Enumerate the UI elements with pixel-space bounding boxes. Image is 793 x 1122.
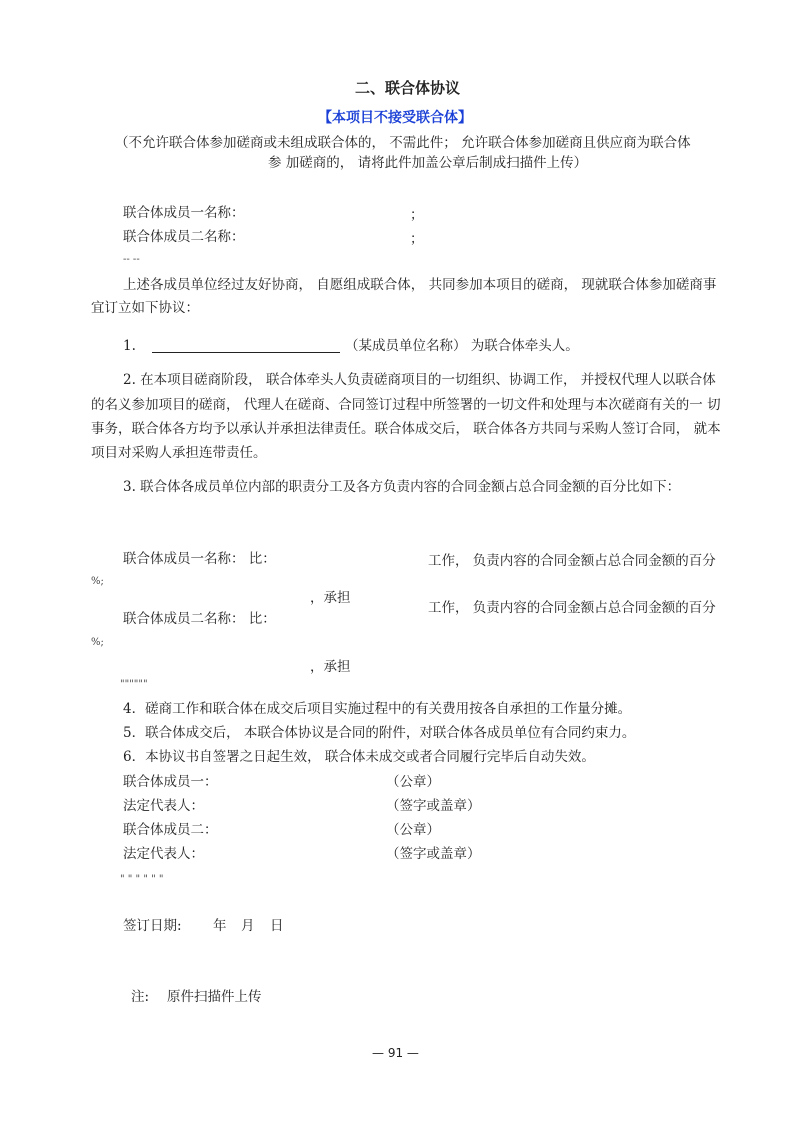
note-label: 注: xyxy=(131,989,150,1005)
item1-number: 1. xyxy=(123,338,136,354)
item5-text: 5．联合体成交后， 本联合体协议是合同的附件，对联合体各成员单位有合同约束力。 xyxy=(123,725,636,741)
date-year: 年 xyxy=(213,918,227,934)
item1-text: （某成员单位名称） 为联合体牵头人。 xyxy=(345,338,579,354)
quote-marks-2: " " " " " " xyxy=(120,874,164,885)
item6-text: 6．本协议书自签署之日起生效， 联合体未成交或者合同履行完毕后自动失效。 xyxy=(123,749,595,765)
date-month: 月 xyxy=(241,918,255,934)
sign-member1-seal: （公章） xyxy=(386,774,440,790)
share-member1-work-text: 工作， 负责内容的合同金额占总合同金额的百分 xyxy=(428,553,716,569)
item1-blank-line xyxy=(152,338,340,357)
sign-rep1-sign-or-seal: （签字或盖章） xyxy=(386,798,481,814)
page-title: 二、联合体协议 xyxy=(355,79,461,97)
intro-line-2: 参 加磋商的， 请将此件加盖公章后制成扫描件上传） xyxy=(268,155,588,171)
sign-rep2-sign-or-seal: （签字或盖章） xyxy=(386,846,481,862)
member1-name-label: 联合体成员一名称： xyxy=(123,205,245,221)
share-member1-percent: %; xyxy=(91,576,104,587)
sign-member2-seal: （公章） xyxy=(386,822,440,838)
share-member2-undertake: ，承担 xyxy=(310,659,351,675)
dash-line: -- -- xyxy=(123,254,140,265)
item4-text: 4．磋商工作和联合体在成交后项目实施过程中的有关费用按各自承担的工作量分摊。 xyxy=(123,701,632,717)
date-day: 日 xyxy=(270,918,284,934)
intro-line-1: （不允许联合体参加磋商或未组成联合体的， 不需此件； 允许联合体参加磋商且供应商为联合体 xyxy=(115,135,691,151)
note-text: 原件扫描件上传 xyxy=(167,989,262,1005)
date-label: 签订日期: xyxy=(123,918,182,934)
share-member2-percent: %; xyxy=(91,637,104,648)
page-number: — 91 — xyxy=(372,1046,419,1060)
share-member1-undertake: ，承担 xyxy=(310,590,351,606)
item2-line-3: 事务，联合体各方均予以承认并承担法律责任。联合体成交后， 联合体各方共同与采购人签订合同， 就本 xyxy=(91,421,721,437)
share-member2-work-text: 工作， 负责内容的合同金额占总合同金额的百分 xyxy=(428,600,716,616)
member2-name-label: 联合体成员二名称： xyxy=(123,229,245,245)
share-member1-label: 联合体成员一名称： 比： xyxy=(123,551,276,567)
quote-marks-1: """""" xyxy=(120,679,148,690)
member1-semicolon: ； xyxy=(410,207,424,223)
sign-rep1-label: 法定代表人： xyxy=(123,798,204,814)
para-intro-line-2: 宜订立如下协议： xyxy=(91,300,199,316)
item3-text: 3. 联合体各成员单位内部的职责分工及各方负责内容的合同金额占总合同金额的百分比如下： xyxy=(123,479,681,495)
item2-line-2: 的名义参加项目的磋商， 代理人在磋商、合同签订过程中所签署的一切文件和处理与本次磋商有关的一 切 xyxy=(91,397,721,413)
sign-member1-label: 联合体成员一： xyxy=(123,774,218,790)
member2-semicolon: ； xyxy=(410,231,424,247)
notice-text: 【本项目不接受联合体】 xyxy=(318,110,472,126)
sign-member2-label: 联合体成员二： xyxy=(123,822,218,838)
para-intro-line-1: 上述各成员单位经过友好协商， 自愿组成联合体， 共同参加本项目的磋商， 现就联合体参加磋商事 xyxy=(123,277,717,293)
sign-rep2-label: 法定代表人： xyxy=(123,846,204,862)
share-member2-label: 联合体成员二名称： 比： xyxy=(123,611,276,627)
item2-line-1: 2. 在本项目磋商阶段， 联合体牵头人负责磋商项目的一切组织、协调工作， 并授权代理人以联合体 xyxy=(123,372,716,388)
item2-line-4: 项目对采购人承担连带责任。 xyxy=(91,445,267,461)
